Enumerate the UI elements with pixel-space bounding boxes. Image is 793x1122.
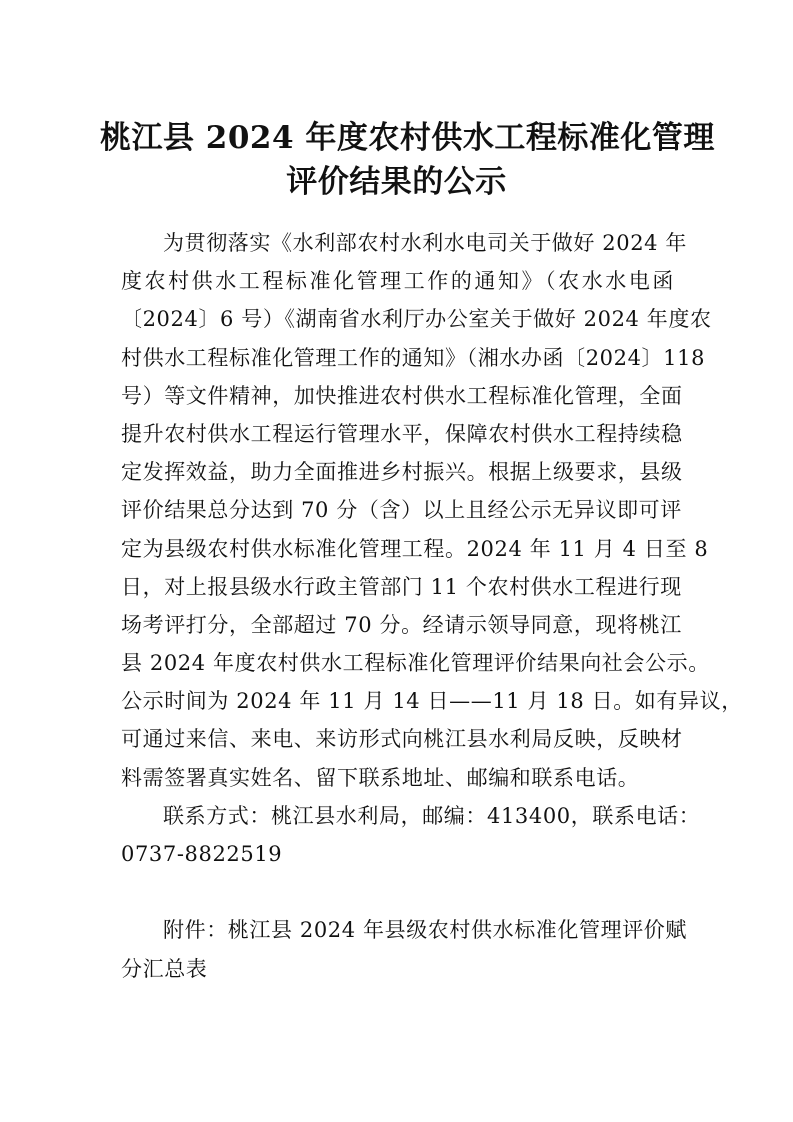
paragraph-line: 公示时间为 2024 年 11 月 14 日——11 月 18 日。如有异议， <box>121 689 743 714</box>
paragraph-line: 评价结果总分达到 70 分（含）以上且经公示无异议即可评 <box>121 498 682 523</box>
paragraph-line: 定发挥效益，助力全面推进乡村振兴。根据上级要求，县级 <box>121 460 683 485</box>
paragraph-line: 场考评打分，全部超过 70 分。经请示领导同意，现将桃江 <box>121 612 682 637</box>
paragraph-line: 提升农村供水工程运行管理水平，保障农村供水工程持续稳 <box>121 421 683 446</box>
paragraph-line: 号）等文件精神，加快推进农村供水工程标准化管理，全面 <box>121 383 683 408</box>
paragraph-line: 度农村供水工程标准化管理工作的通知》（农水水电函 <box>121 269 674 294</box>
contact-phone-line: 0737-8822519 <box>121 842 283 866</box>
paragraph-line: 日，对上报县级水行政主管部门 11 个农村供水工程进行现 <box>121 574 682 599</box>
paragraph-main <box>121 224 743 797</box>
document-title-line-2: 评价结果的公示 <box>286 164 507 200</box>
paragraph-line: 定为县级农村供水标准化管理工程。2024 年 11 月 4 日至 8 <box>121 536 709 561</box>
paragraph-line: 县 2024 年度农村供水工程标准化管理评价结果向社会公示。 <box>121 651 710 676</box>
attachment-line: 分汇总表 <box>121 956 208 981</box>
paragraph-contact <box>121 797 701 873</box>
contact-line: 联系方式：桃江县水利局，邮编：413400，联系电话： <box>163 803 701 828</box>
attachment-line: 附件：桃江县 2024 年县级农村供水标准化管理评价赋 <box>163 918 687 943</box>
paragraph-attachment <box>121 911 687 987</box>
paragraph-line: 村供水工程标准化管理工作的通知》（湘水办函〔2024〕118 <box>121 345 706 370</box>
paragraph-line: 可通过来信、来电、来访形式向桃江县水利局反映，反映材 <box>121 727 683 752</box>
blank-line <box>121 873 674 911</box>
paragraph-line: 为贯彻落实《水利部农村水利水电司关于做好 2024 年 <box>163 231 687 255</box>
paragraph-line: 〔2024〕6 号）《湖南省水利厅办公室关于做好 2024 年度农 <box>121 307 712 332</box>
document-title-line-1: 桃江县 2024 年度农村供水工程标准化管理 <box>100 120 715 156</box>
document-body <box>121 224 743 988</box>
paragraph-line: 料需签署真实姓名、留下联系地址、邮编和联系电话。 <box>121 765 640 790</box>
